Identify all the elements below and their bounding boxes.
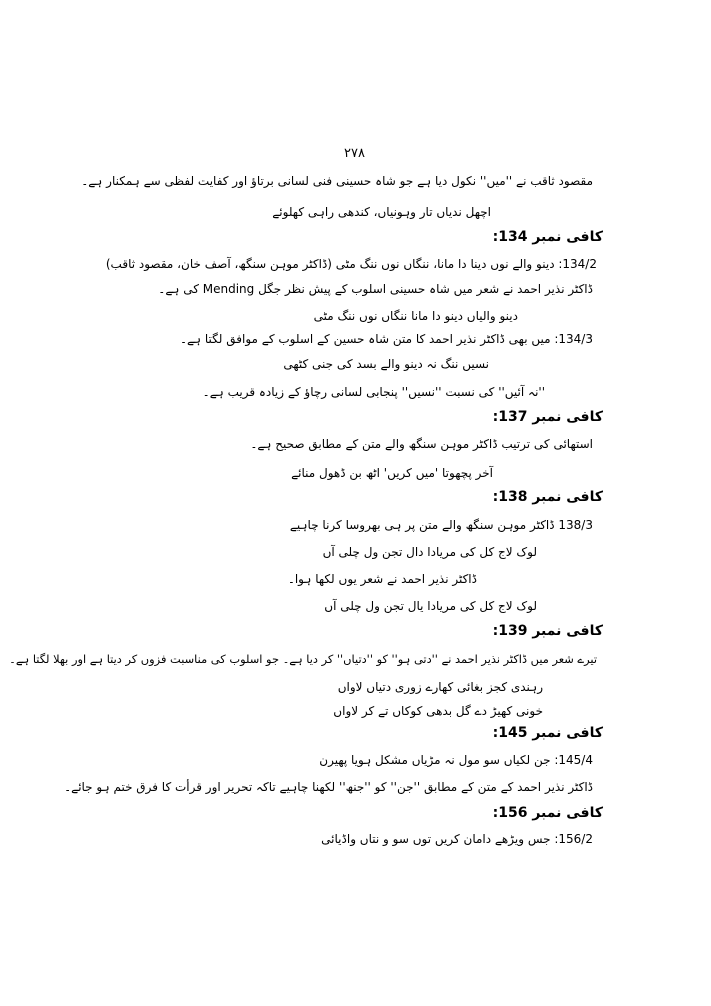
text-line: ڈاکٹر نذیر احمد نے شعر یوں لکھا ہوا۔ xyxy=(287,572,477,586)
verse-line: نسیں ننگ نہ دینو والے بسد کی جنی کٹھی xyxy=(283,357,489,371)
section-heading: کافی نمبر 137: xyxy=(492,409,603,425)
text-line: 138/3 ڈاکٹر موہن سنگھ والے متن پر ہی بھروسا کرنا چاہیے xyxy=(289,518,593,532)
text-line: ڈاکٹر نذیر احمد نے شعر میں شاہ حسینی اسلوب کے پیش نظر جگل Mending کی ہے۔ xyxy=(158,282,593,296)
section-heading: کافی نمبر 145: xyxy=(492,725,603,741)
text-line: 134/2: دینو والے نوں دینا دا مانا، ننگاں نوں ننگ مٹی (ڈاکٹر موہن سنگھ، آصف خان، مقصود ثاقب) xyxy=(105,257,597,271)
text-line: تیرے شعر میں ڈاکٹر نذیر احمد نے ''دتی ہو'' کو ''دتیاں'' کر دیا ہے۔ جو اسلوب کی مناسبت فزوں کر دیتا ہے اور بھلا لگتا ہے۔ xyxy=(9,652,597,666)
verse-line: لوک لاج کل کی مریادا دال تجن ول چلی آں xyxy=(322,545,537,559)
verse-line: رہندی کجز بغائی کھارے زوری دتیاں لاواں xyxy=(337,680,543,694)
section-heading: کافی نمبر 156: xyxy=(492,805,603,821)
page-number: ۲۷۸ xyxy=(344,146,365,161)
verse-line: خونی کھیڑ دے گل بدھی کوکاں تے کر لاواں xyxy=(333,704,543,718)
text-line: ''نہ آئیں'' کی نسبت ''نسیں'' پنجابی لسانی رچاؤ کے زیادہ قریب ہے۔ xyxy=(202,385,545,399)
section-heading: کافی نمبر 138: xyxy=(492,489,603,505)
text-line: مقصود ثاقب نے ''میں'' نکول دیا ہے جو شاہ حسینی فنی لسانی برتاؤ اور کفایت لفظی سے ہمکنار ہے۔ xyxy=(81,174,593,188)
verse-line: اچھل ندیاں تار وہونیاں، کندھی راہی کھلوئے xyxy=(272,205,491,219)
section-heading: کافی نمبر 139: xyxy=(492,623,603,639)
verse-line: لوک لاج کل کی مریادا یال تجن ول چلی آں xyxy=(324,599,537,613)
section-heading: کافی نمبر 134: xyxy=(492,229,603,245)
verse-line: دینو والیاں دینو دا مانا ننگاں نوں ننگ مٹی xyxy=(313,309,518,323)
text-line: 134/3: میں بھی ڈاکٹر نذیر احمد کا متن شاہ حسین کے اسلوب کے موافق لگتا ہے۔ xyxy=(179,332,593,346)
text-line: 145/4: جن لکیاں سو مول نہ مڑیاں مشکل ہویا پھیرن xyxy=(319,753,593,767)
text-line: 156/2: جس ویڑھے دامان کریں توں سو و نتاں واڈیائی xyxy=(321,832,593,846)
text-line: استھائی کی ترتیب ڈاکٹر موہن سنگھ والے متن کے مطابق صحیح ہے۔ xyxy=(250,437,593,451)
verse-line: آخر پچھوتا 'میں کریں' اٹھ بن ڈھول منائے xyxy=(291,466,493,480)
text-line: ڈاکٹر نذیر احمد کے متن کے مطابق ''جن'' کو ''جنھ'' لکھنا چاہیے تاکہ تحریر اور قرأت کا فرق ختم ہو جائے۔ xyxy=(64,780,593,794)
